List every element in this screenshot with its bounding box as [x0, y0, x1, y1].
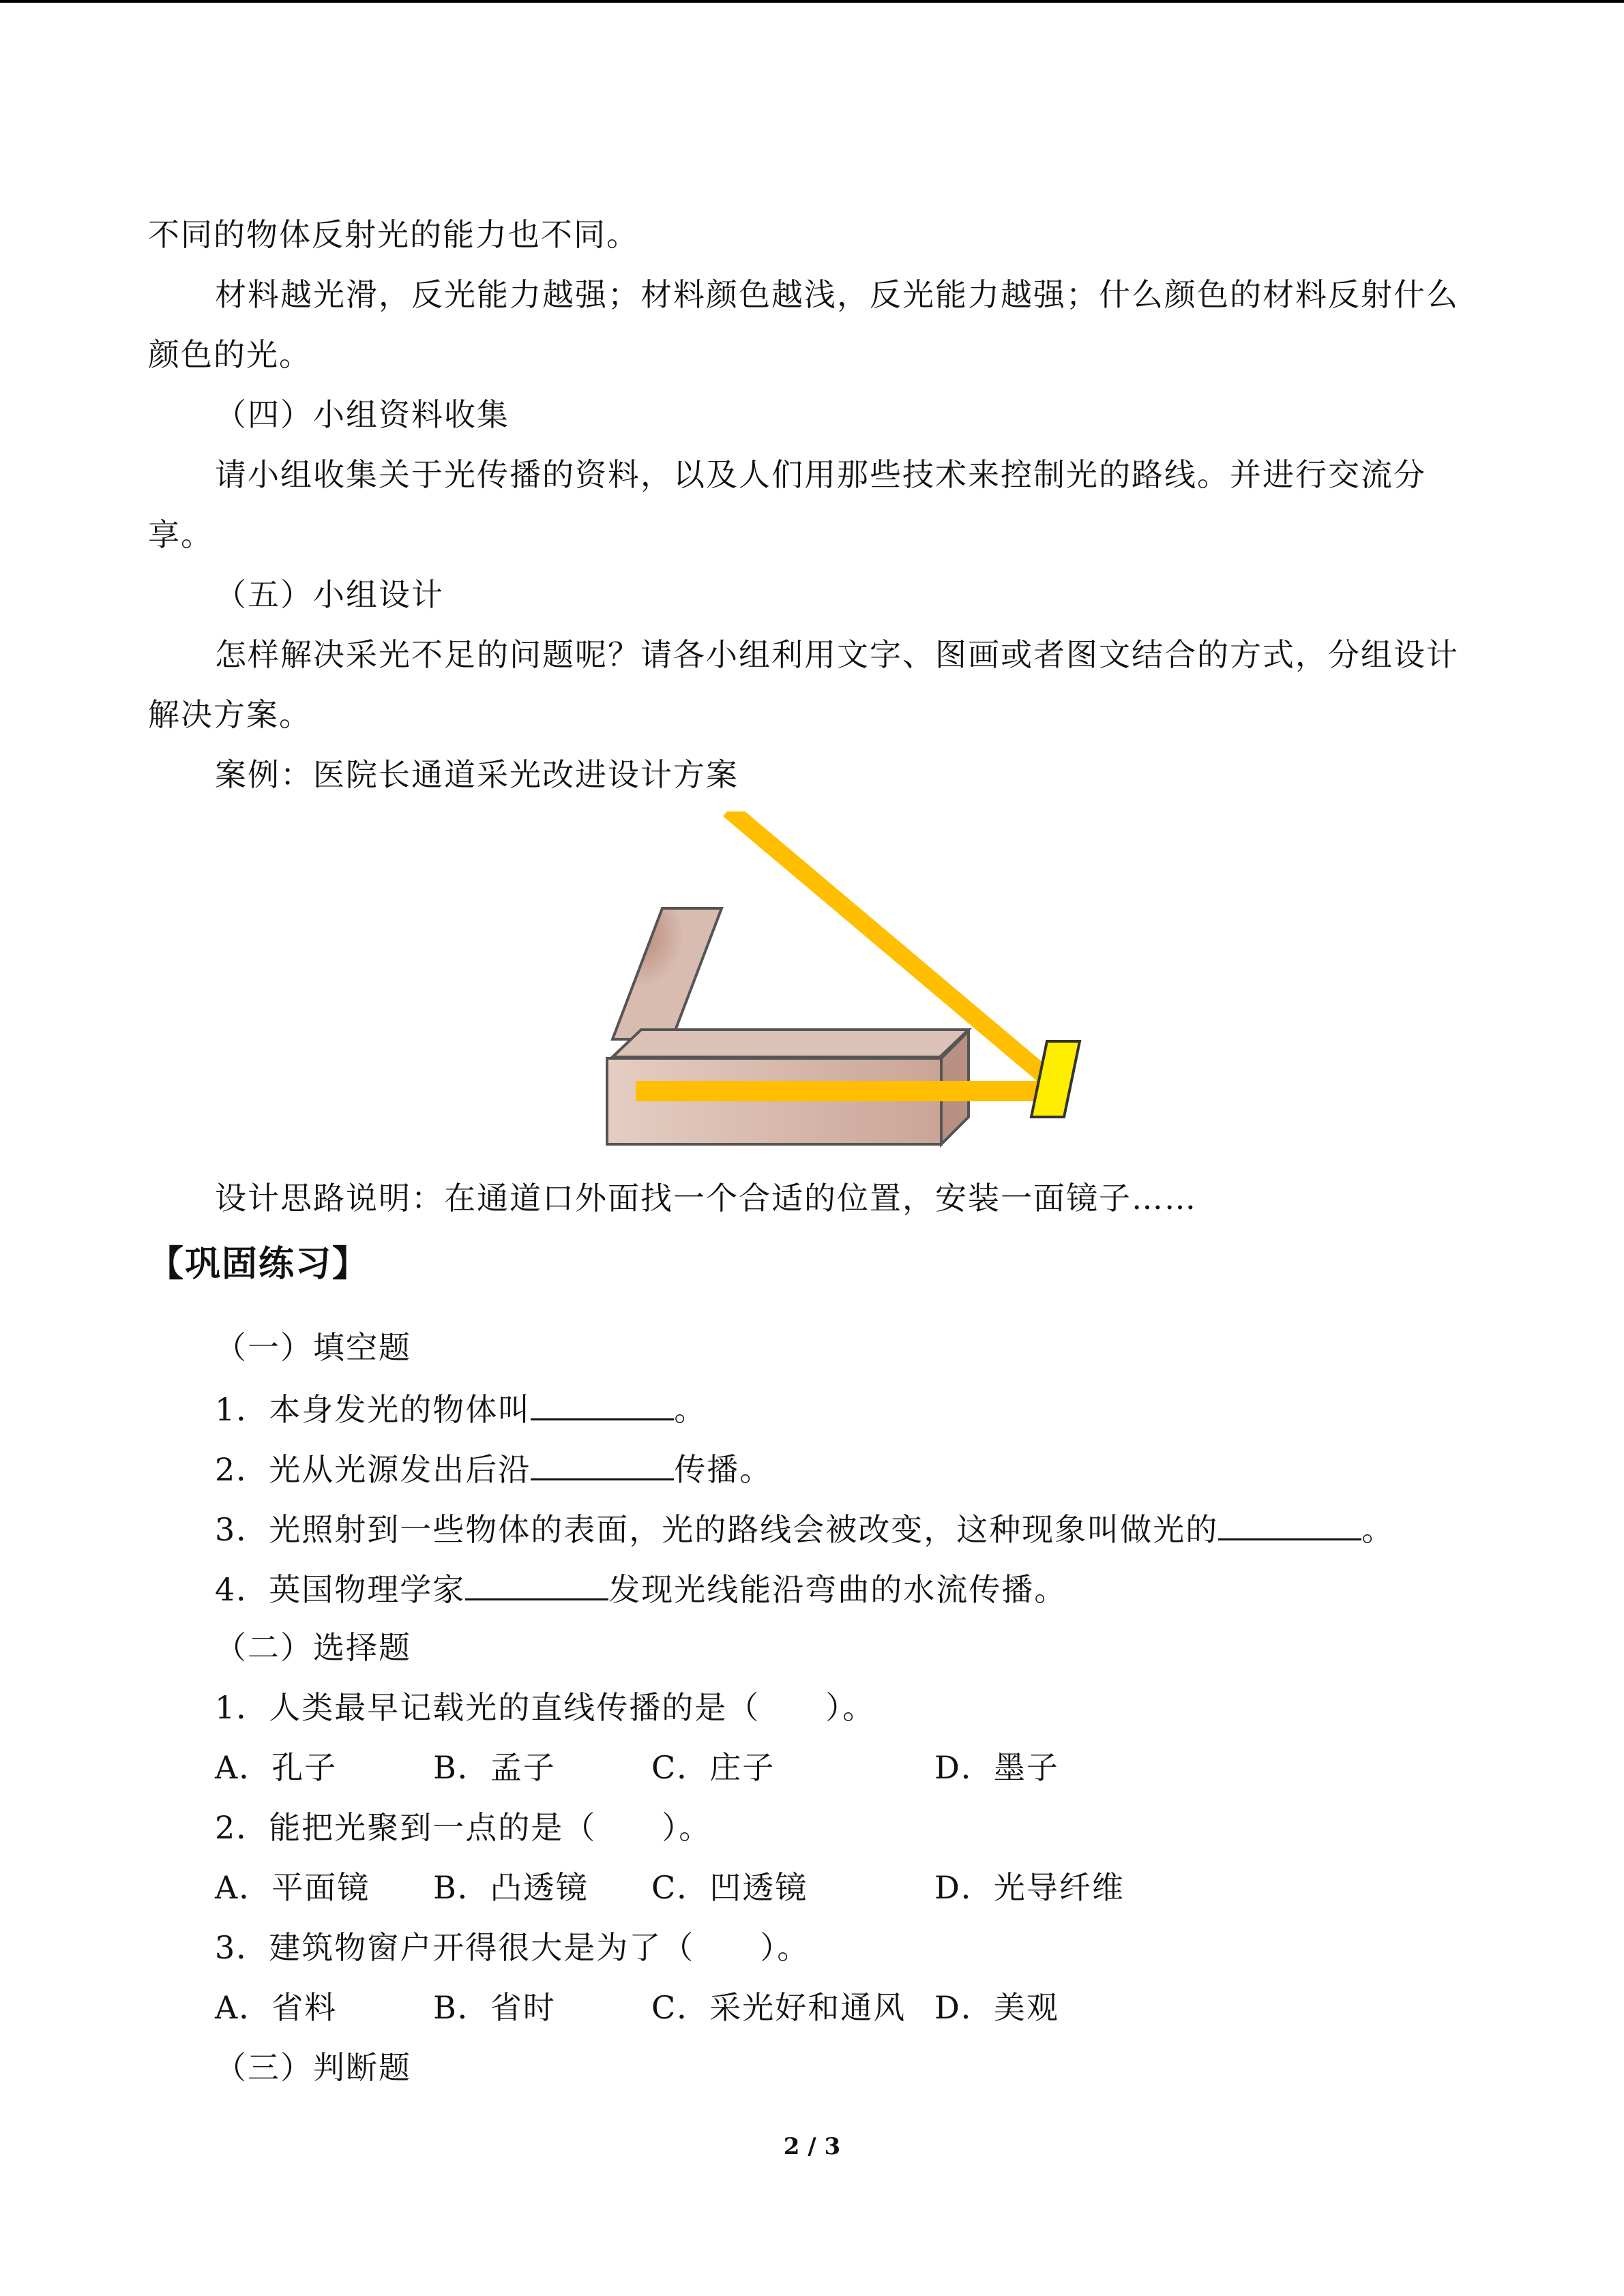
choice-question-1: 1．人类最早记载光的直线传播的是（ ）。: [215, 1689, 876, 1726]
practice-heading: 【巩固练习】: [148, 1244, 370, 1285]
corridor-vertical-arm: [612, 908, 722, 1039]
choice-option[interactable]: A．孔子: [215, 1749, 338, 1786]
fill-question-1: 1．本身发光的物体叫 。: [215, 1386, 707, 1431]
choice-option[interactable]: C．采光好和通风: [651, 1989, 906, 2026]
choice-option[interactable]: B．省时: [433, 1989, 556, 2026]
choice-option[interactable]: C．凹透镜: [651, 1869, 808, 1906]
corridor-top-face: [612, 1030, 969, 1057]
choice-option[interactable]: D．墨子: [934, 1749, 1059, 1786]
choice-option[interactable]: B．凸透镜: [433, 1869, 589, 1906]
choice-question-3: 3．建筑物窗户开得很大是为了（ ）。: [215, 1929, 810, 1966]
fill-in-title: （一）填空题: [215, 1329, 411, 1366]
choice-option[interactable]: C．庄子: [651, 1749, 776, 1786]
choice-option[interactable]: B．孟子: [433, 1749, 556, 1786]
answer-blank[interactable]: [531, 1446, 674, 1480]
fill-question-3: 3．光照射到一些物体的表面，光的路线会被改变，这种现象叫做光的 。: [215, 1506, 1394, 1551]
case-label: 案例：医院长通道采光改进设计方案: [215, 756, 739, 793]
answer-blank[interactable]: [531, 1386, 674, 1420]
section-title-5: （五）小组设计: [215, 576, 444, 613]
body-line: 解决方案。: [148, 696, 312, 733]
section-title-4: （四）小组资料收集: [215, 396, 510, 433]
body-line: 享。: [148, 516, 213, 553]
fill-question-4: 4．英国物理学家 发现光线能沿弯曲的水流传播。: [215, 1566, 1067, 1611]
mirror: [1031, 1041, 1080, 1117]
page-top-border: [0, 0, 1624, 3]
reflected-light-beam: [636, 1081, 1055, 1101]
body-line: 怎样解决采光不足的问题呢？请各小组利用文字、图画或者图文结合的方式，分组设计: [215, 636, 1459, 673]
body-line: 不同的物体反射光的能力也不同。: [148, 216, 639, 253]
choice-option[interactable]: A．平面镜: [215, 1869, 370, 1906]
choice-option[interactable]: D．美观: [934, 1989, 1059, 2026]
body-line: 材料越光滑，反光能力越强；材料颜色越浅，反光能力越强；什么颜色的材料反射什么: [215, 276, 1459, 313]
choice-option[interactable]: A．省料: [215, 1989, 338, 2026]
judge-title: （三）判断题: [215, 2049, 411, 2086]
body-line: 请小组收集关于光传播的资料，以及人们用那些技术来控制光的路线。并进行交流分: [215, 456, 1426, 493]
body-line: 颜色的光。: [148, 336, 312, 373]
answer-blank[interactable]: [1218, 1506, 1361, 1540]
fill-question-2: 2．光从光源发出后沿 传播。: [215, 1446, 772, 1491]
answer-blank[interactable]: [465, 1566, 608, 1600]
design-note: 设计思路说明：在通道口外面找一个合适的位置，安装一面镜子……: [215, 1180, 1197, 1217]
choice-title: （二）选择题: [215, 1629, 411, 1666]
choice-option[interactable]: D．光导纤维: [934, 1869, 1125, 1906]
choice-question-2: 2．能把光聚到一点的是（ ）。: [215, 1809, 712, 1846]
page-number: 2 / 3: [783, 2133, 841, 2160]
corridor-lighting-illustration: [600, 811, 1091, 1152]
